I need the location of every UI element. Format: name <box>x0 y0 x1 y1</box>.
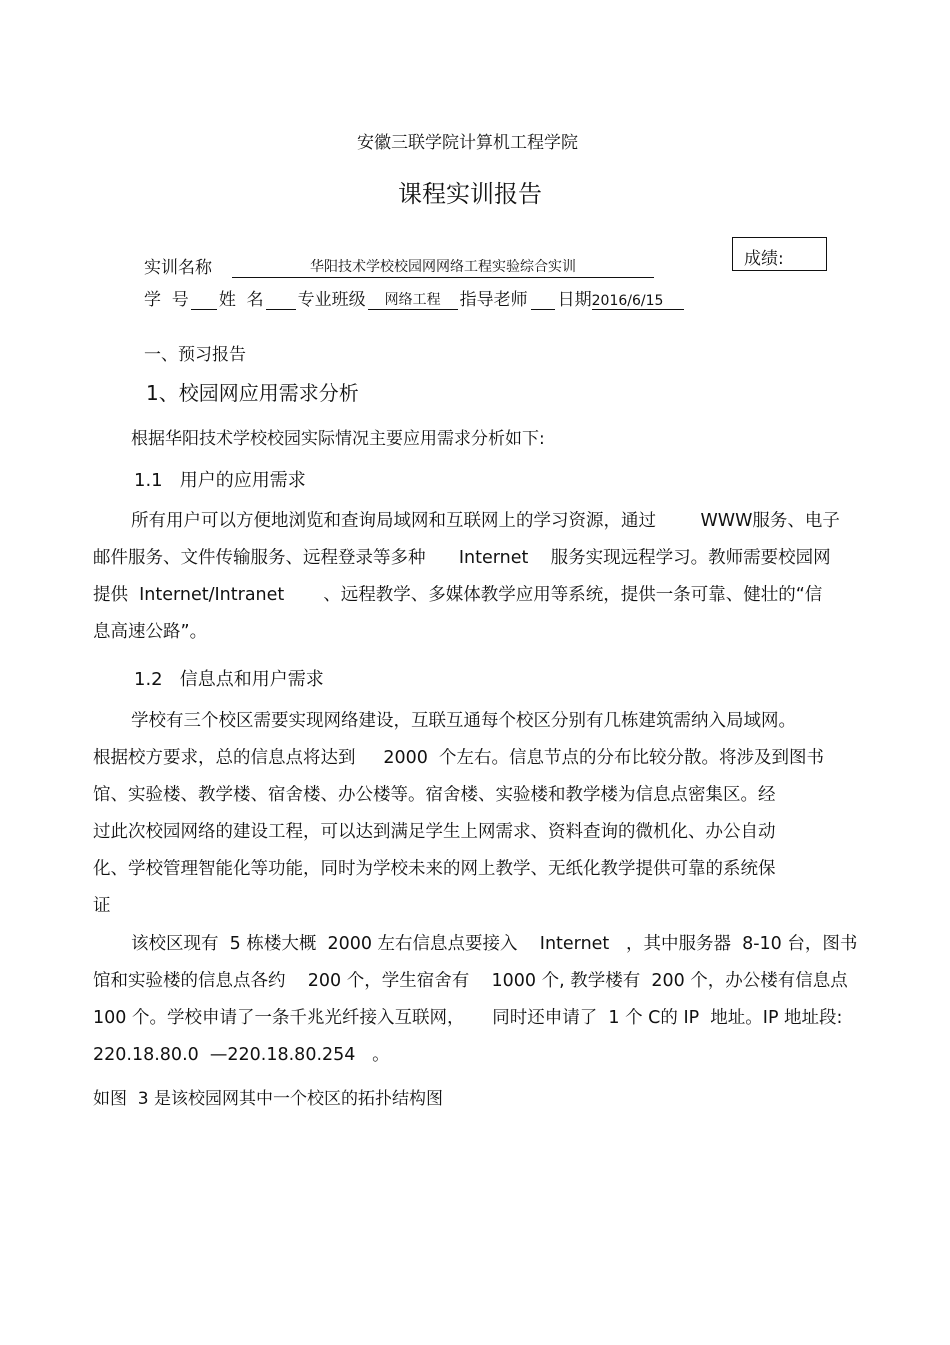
score-label: 成绩: <box>744 249 784 269</box>
p1-line: 提供 Internet/Intranet 、远程教学、多媒体教学应用等系统，提供一条可靠、健壮的“信 <box>93 585 823 605</box>
paragraph-info-points <box>93 703 824 925</box>
figure-note: 如图 3 是该校园网其中一个校区的拓扑结构图 <box>93 1089 444 1109</box>
training-name-value: 华阳技术学校校园网网络工程实验综合实训 <box>232 256 654 278</box>
teacher-blank <box>531 291 555 310</box>
paragraph-campus-status <box>93 926 857 1074</box>
info-row-2 <box>144 285 684 310</box>
name-blank <box>266 291 296 310</box>
p2-line: 过此次校园网络的建设工程，可以达到满足学生上网需求、资料查询的微机化、办公自动 <box>93 822 776 842</box>
section-1-2-title: 1.2 信息点和用户需求 <box>134 669 324 690</box>
p2-line: 馆、实验楼、教学楼、宿舍楼、办公楼等。宿舍楼、实验楼和教学楼为信息点密集区。经 <box>93 785 776 805</box>
p3-line: 100 个。学校申请了一条千兆光纤接入互联网， 同时还申请了 1 个 C的 IP 地址。IP 地址段: <box>93 1008 843 1028</box>
p1-line: 所有用户可以方便地浏览和查询局域网和互联网上的学习资源，通过 WWW服务、电子 <box>131 511 840 531</box>
section-1-1-title: 1.1 用户的应用需求 <box>134 470 306 491</box>
date-label: 日期 <box>557 290 592 310</box>
report-title: 课程实训报告 <box>398 180 542 208</box>
p2-line: 化、学校管理智能化等功能，同时为学校未来的网上教学、无纸化教学提供可靠的系统保 <box>93 859 776 879</box>
name-label: 姓 名 <box>218 290 264 310</box>
p2-line: 证 <box>93 896 111 916</box>
score-box <box>732 237 827 271</box>
p1-line: 息高速公路”。 <box>93 622 208 642</box>
p2-line: 根据校方要求，总的信息点将达到 2000 个左右。信息节点的分布比较分散。将涉及到图书 <box>93 748 824 768</box>
college-name: 安徽三联学院计算机工程学院 <box>357 133 578 153</box>
date-value: 2016/6/15 <box>592 293 684 310</box>
p3-line: 该校区现有 5 栋楼大概 2000 左右信息点要接入 Internet ，其中服务器 8-10 台，图书 <box>131 934 858 954</box>
teacher-label: 指导老师 <box>459 290 528 310</box>
class-label: 专业班级 <box>297 290 366 310</box>
p3-line: 220.18.80.0 —220.18.80.254 。 <box>93 1045 390 1065</box>
p1-line: 邮件服务、文件传输服务、远程登录等多种 Internet 服务实现远程学习。教师需要校园网 <box>93 548 831 568</box>
p2-line: 学校有三个校区需要实现网络建设，互联互通每个校区分别有几栋建筑需纳入局域网。 <box>131 711 796 731</box>
p3-line: 馆和实验楼的信息点各约 200 个，学生宿舍有 1000 个, 教学楼有 200 个，办公楼有信息点 <box>93 971 848 991</box>
class-value: 网络工程 <box>368 289 458 310</box>
section-preview-title: 一、预习报告 <box>144 345 246 365</box>
paragraph-user-needs <box>93 503 840 651</box>
student-id-blank <box>191 291 217 310</box>
student-id-label: 学 号 <box>144 290 189 310</box>
section-1-title: 1、校园网应用需求分析 <box>146 381 359 405</box>
training-name-label: 实训名称 <box>144 258 212 278</box>
intro-text: 根据华阳技术学校校园实际情况主要应用需求分析如下: <box>131 429 545 449</box>
